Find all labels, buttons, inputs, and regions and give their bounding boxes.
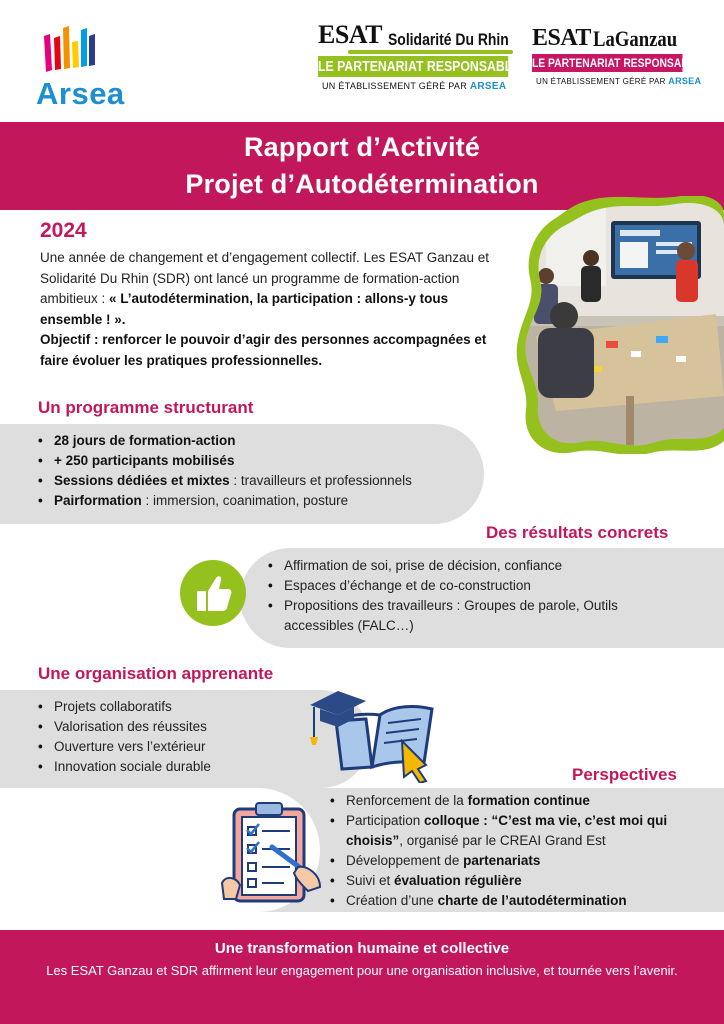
esat-name: LaGanzau [592, 26, 678, 51]
esat-name: Solidarité Du Rhin [388, 30, 509, 49]
results-list [268, 556, 688, 636]
list-item: • Projets collaboratifs [38, 697, 338, 717]
workshop-photo [516, 196, 724, 454]
organisation-list [38, 697, 338, 777]
arsea-logo [34, 18, 139, 113]
list-item: • Propositions des travailleurs : Groupes de parole, Outils accessibles (FALC…) [268, 596, 688, 636]
list-item: • Création d’une charte de l’autodétermination [330, 891, 700, 911]
list-item: • Valorisation des réussites [38, 717, 338, 737]
footer-text: Les ESAT Ganzau et SDR affirment leur engagement pour une organisation inclusive, et tournée vers l’avenir. [46, 963, 678, 978]
partnership-band: LE PARTENARIAT RESPONSABLE [532, 56, 702, 70]
thumbs-up-badge [180, 560, 246, 626]
esat-label: ESAT [532, 25, 591, 51]
partnership-band: LE PARTENARIAT RESPONSABLE [318, 58, 521, 75]
checklist-clipboard-icon [220, 795, 330, 913]
list-item: • Affirmation de soi, prise de décision, confiance [268, 556, 688, 576]
esat-solidarite-logo [318, 20, 521, 114]
results-title: Des résultats concrets [486, 523, 669, 542]
list-item: • Ouverture vers l’extérieur [38, 737, 338, 757]
esat-ganzau-logo [532, 26, 702, 116]
program-title: Un programme structurant [38, 398, 254, 417]
header [0, 0, 724, 122]
list-item: • Développement de partenariats [330, 851, 700, 871]
intro-paragraph: Une année de changement et d’engagement collectif. Les ESAT Ganzau et Solidarité Du Rhin (SDR) ont lancé un programme de formation-action ambitieux : « L’autodétermination, la participation : allons-y tous ensemble ! ». Objectif : renforcer le pouvoir d’agir des personnes accompagnées et faire évoluer les pratiques professionnelles. [40, 250, 490, 368]
perspectives-list [330, 791, 700, 911]
arsea-bars-icon [42, 22, 102, 74]
managed-by: UN ÉTABLISSEMENT GÉRÉ PAR ARSEA [536, 76, 702, 86]
list-item: • Pairformation : immersion, coanimation, posture [38, 491, 478, 511]
title-line-1: Rapport d’Activité [243, 132, 481, 162]
title-line-2: Projet d’Autodétermination [185, 169, 539, 199]
arsea-wordmark: Arsea [36, 76, 125, 111]
report-year: 2024 [40, 219, 87, 242]
list-item: • 28 jours de formation-action [38, 431, 478, 451]
managed-by: UN ÉTABLISSEMENT GÉRÉ PAR ARSEA [322, 81, 507, 92]
footer-band [0, 930, 724, 1024]
list-item: • Innovation sociale durable [38, 757, 338, 777]
list-item: • + 250 participants mobilisés [38, 451, 478, 471]
graduation-book-icon [306, 683, 442, 783]
program-list [38, 431, 478, 511]
list-item: • Suivi et évaluation régulière [330, 871, 700, 891]
list-item: • Espaces d’échange et de co-construction [268, 576, 688, 596]
organisation-title: Une organisation apprenante [38, 664, 274, 683]
list-item: • Participation colloque : “C’est ma vie, c’est moi qui choisis”, organisé par le CREAI Grand Est [330, 811, 700, 851]
list-item: • Renforcement de la formation continue [330, 791, 700, 811]
perspectives-title: Perspectives [572, 765, 677, 784]
list-item: • Sessions dédiées et mixtes : travailleurs et professionnels [38, 471, 478, 491]
esat-label: ESAT [318, 20, 382, 49]
footer-title: Une transformation humaine et collective [214, 940, 510, 957]
thumbs-up-icon [180, 560, 246, 626]
logo-swoosh [348, 50, 513, 54]
